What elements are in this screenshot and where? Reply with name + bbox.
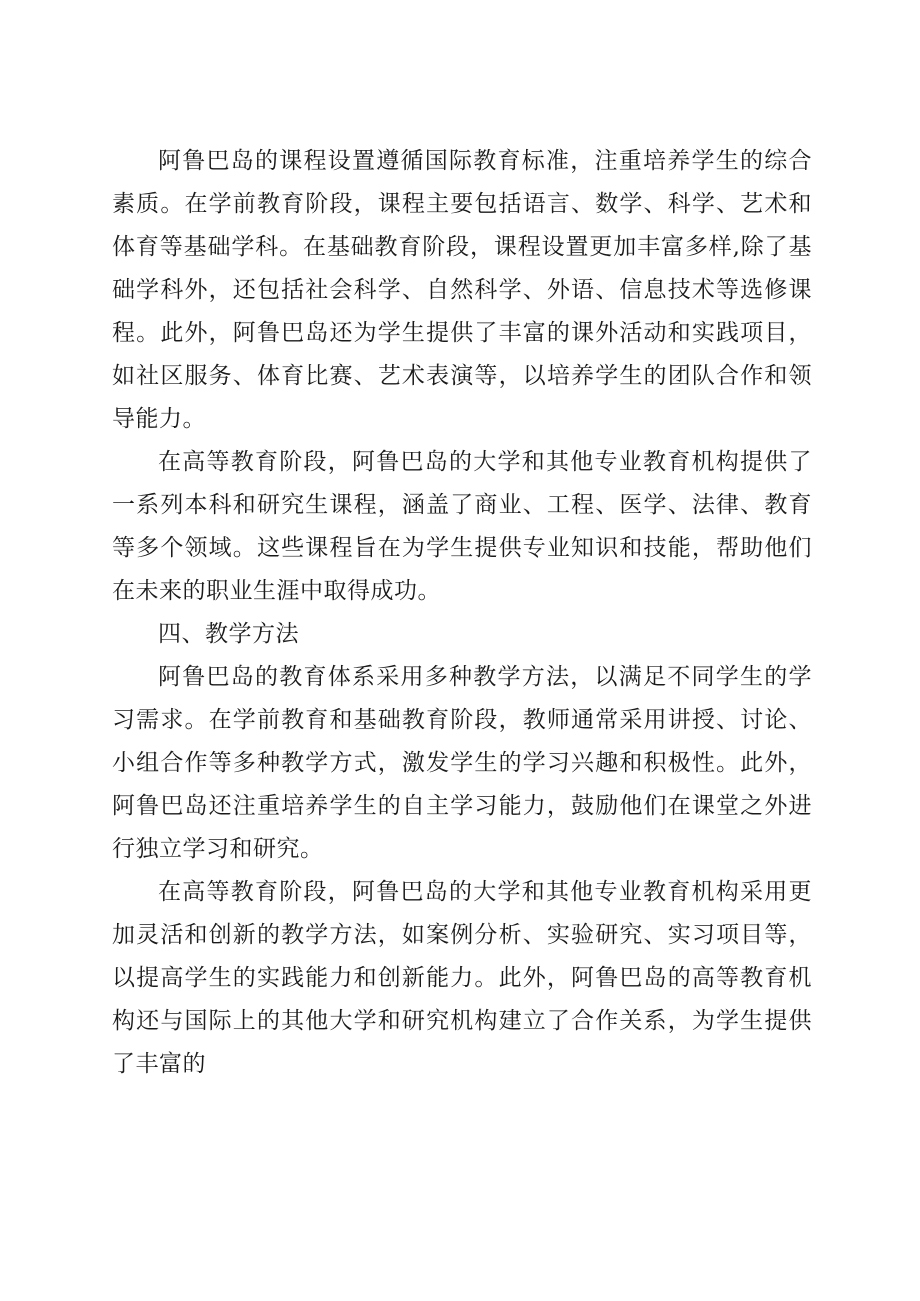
paragraph-curriculum: 阿鲁巴岛的课程设置遵循国际教育标准，注重培养学生的综合素质。在学前教育阶段，课程主要包括语言、数学、科学、艺术和体育等基础学科。在基础教育阶段，课程设置更加丰富多样,除了基础学科外，还包括社会科学、自然科学、外语、信息技术等选修课程。此外，阿鲁巴岛还为学生提供了丰富的课外活动和实践项目，如社区服务、体育比赛、艺术表演等，以培养学生的团队合作和领导能力。 — [112, 148, 812, 432]
section-heading-teaching-methods: 四、教学方法 — [158, 621, 299, 647]
paragraph-teaching-methods: 阿鲁巴岛的教育体系采用多种教学方法，以满足不同学生的学习需求。在学前教育和基础教育阶段，教师通常采用讲授、讨论、小组合作等多种教学方式，激发学生的学习兴趣和积极性。此外，阿鲁巴岛还注重培养学生的自主学习能力，鼓励他们在课堂之外进行独立学习和研究。 — [112, 664, 812, 862]
paragraph-higher-education-methods: 在高等教育阶段，阿鲁巴岛的大学和其他专业教育机构采用更加灵活和创新的教学方法，如案例分析、实验研究、实习项目等，以提高学生的实践能力和创新能力。此外，阿鲁巴岛的高等教育机构还与国际上的其他大学和研究机构建立了合作关系，为学生提供了丰富的 — [112, 879, 812, 1077]
paragraph-higher-education-courses: 在高等教育阶段，阿鲁巴岛的大学和其他专业教育机构提供了一系列本科和研究生课程，涵盖了商业、工程、医学、法律、教育等多个领域。这些课程旨在为学生提供专业知识和技能，帮助他们在未来的职业生涯中取得成功。 — [112, 449, 812, 604]
document-page — [112, 140, 812, 1086]
